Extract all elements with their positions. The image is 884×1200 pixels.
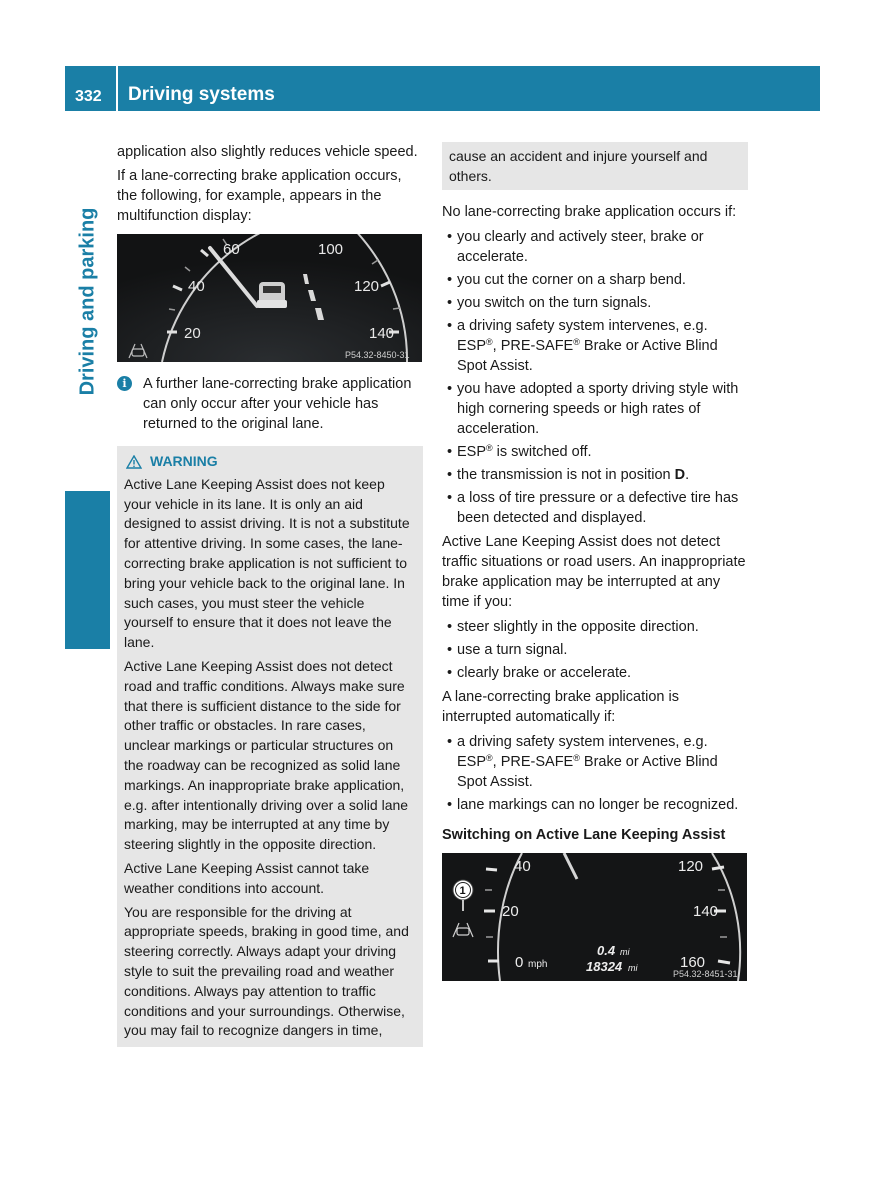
- warning-heading: [124, 452, 415, 472]
- chapter-color-block: [65, 491, 110, 649]
- warning-paragraph: Active Lane Keeping Assist does not keep your vehicle in its lane. It is only an aid designed to assist driving. It is not a substitute for attentive driving. In some cases, the lane-correcting brake application is not sufficient to bring your vehicle back to the original lane. In such cases, you must steer the vehicle yourself to ensure that it does not leave the lane.: [124, 475, 410, 651]
- list-item: [442, 617, 748, 637]
- paragraph: No lane-correcting brake application occurs if:: [442, 204, 737, 220]
- list-item-text: you cut the corner on a sharp bend.: [457, 272, 686, 288]
- odometer-unit: mi: [628, 963, 638, 973]
- registered-mark: ®: [573, 337, 580, 347]
- list-item-text: use a turn signal.: [457, 642, 568, 658]
- multifunction-display-image: [117, 234, 422, 362]
- speed-label-0: 0: [515, 954, 524, 971]
- registered-mark: ®: [573, 753, 580, 763]
- speed-label-140: 140: [693, 903, 719, 920]
- list-item: [442, 442, 748, 462]
- subsection-heading: Switching on Active Lane Keeping Assist: [442, 827, 726, 843]
- warning-continuation-box: [442, 142, 748, 190]
- instrument-cluster-graphic: [442, 853, 747, 981]
- warning-title: WARNING: [150, 453, 218, 469]
- right-column: [442, 142, 748, 981]
- trip-value: 0.4: [597, 943, 616, 958]
- speed-label-160: 160: [680, 954, 706, 971]
- info-text-content: A further lane-correcting brake application can only occur after your vehicle has returned to the original lane.: [143, 376, 412, 432]
- list-item-text: Brake or Active Blind Spot Assist.: [457, 338, 718, 374]
- odometer-value: 18324: [586, 959, 623, 974]
- page-number: 332: [75, 88, 102, 105]
- info-text: [131, 374, 423, 434]
- list-item-text: you clearly and actively steer, brake or accelerate.: [457, 229, 704, 265]
- image-code: P54.32-8451-31: [673, 969, 738, 979]
- bullet-list: [442, 732, 748, 815]
- warning-box: [117, 446, 423, 1047]
- list-item: [442, 379, 748, 439]
- list-item: [442, 488, 748, 528]
- trip-unit: mi: [620, 947, 630, 957]
- list-item: [442, 270, 748, 290]
- list-item: [442, 465, 748, 485]
- list-item: [442, 663, 748, 683]
- speed-unit: mph: [528, 959, 548, 970]
- registered-mark: ®: [486, 753, 493, 763]
- list-item-text: ESP: [457, 444, 487, 460]
- info-note: [117, 374, 423, 434]
- list-item-text: you have adopted a sporty driving style with high cornering speeds or high rates of acceleration.: [457, 381, 739, 437]
- header-divider: [116, 66, 118, 111]
- gear-position: D: [674, 467, 686, 483]
- warning-continuation-text: cause an accident and injure yourself and others.: [449, 148, 708, 184]
- image-code: P54.32-8450-31: [345, 350, 410, 360]
- speed-label-120: 120: [678, 858, 704, 875]
- list-item: [442, 316, 748, 376]
- paragraph: Active Lane Keeping Assist does not detect traffic situations or road users. An inappropriate brake application may be interrupted at any time if you:: [442, 534, 746, 610]
- list-item-text: a driving safety system intervenes, e.g. ESP: [457, 318, 708, 354]
- warning-paragraph: You are responsible for the driving at appropriate speeds, braking in good time, and steering correctly. Always adapt your driving style to suit the prevailing road and weather conditions. Always pay attention to traffic conditions and your surroundings. Otherwise, you may fail to recognize dangers in time,: [124, 903, 409, 1039]
- paragraph: If a lane-correcting brake application occurs, the following, for example, appears in the multifunction display:: [117, 168, 402, 224]
- speed-label-120: 120: [354, 278, 380, 295]
- speed-label-40: 40: [514, 858, 531, 875]
- warning-paragraph: Active Lane Keeping Assist cannot take weather conditions into account.: [124, 859, 370, 896]
- list-item-text: a driving safety system intervenes, e.g. ESP: [457, 734, 708, 770]
- list-item-text: lane markings can no longer be recognized.: [457, 797, 739, 813]
- paragraph: A lane-correcting brake application is interrupted automatically if:: [442, 689, 679, 725]
- list-item-text: , PRE-SAFE: [492, 754, 574, 770]
- registered-mark: ®: [486, 443, 493, 453]
- list-item: [442, 293, 748, 313]
- list-item-text: steer slightly in the opposite direction.: [457, 619, 699, 635]
- paragraph: application also slightly reduces vehicle speed.: [117, 144, 418, 160]
- speed-label-60: 60: [223, 241, 240, 258]
- bullet-list: [442, 227, 748, 528]
- speedometer-graphic: [117, 234, 422, 362]
- chapter-side-tab: [65, 111, 110, 539]
- info-icon: i: [117, 376, 132, 391]
- page-header: [65, 66, 820, 111]
- speed-label-140: 140: [369, 325, 395, 342]
- list-item: [442, 732, 748, 792]
- list-item: [442, 640, 748, 660]
- registered-mark: ®: [486, 337, 493, 347]
- speed-label-20: 20: [184, 325, 201, 342]
- instrument-cluster-image: [442, 853, 747, 981]
- list-item: [442, 795, 748, 815]
- chapter-label: Driving and parking: [76, 207, 98, 395]
- list-item-text: the transmission is not in position: [457, 467, 675, 483]
- list-item-text: .: [685, 467, 690, 483]
- speed-label-100: 100: [318, 241, 344, 258]
- list-item-text: you switch on the turn signals.: [457, 295, 652, 311]
- warning-triangle-icon: [126, 455, 142, 469]
- warning-paragraph: Active Lane Keeping Assist does not detect road and traffic conditions. Always make sure that there is sufficient distance to the side for other traffic or obstacles. In rare cases, unclear markings or particular structures on the roadway can be recognized as solid lane markings. An inappropriate brake application, e.g. after intentionally driving over a solid lane marking, may be interrupted at any time by steering slightly in the opposite direction.: [124, 657, 409, 853]
- speed-label-20: 20: [502, 903, 519, 920]
- car-rear-icon: [257, 282, 287, 308]
- speed-label-40: 40: [188, 278, 205, 295]
- list-item-text: clearly brake or accelerate.: [457, 665, 632, 681]
- section-title: Driving systems: [128, 84, 275, 105]
- bullet-list: [442, 617, 748, 683]
- list-item-text: , PRE-SAFE: [492, 338, 574, 354]
- list-item: [442, 227, 748, 267]
- list-item-text: is switched off.: [492, 444, 592, 460]
- list-item-text: Brake or Active Blind Spot Assist.: [457, 754, 718, 790]
- callout-number: 1: [459, 885, 466, 897]
- left-column: [117, 142, 423, 1047]
- list-item-text: a loss of tire pressure or a defective tire has been detected and displayed.: [457, 490, 739, 526]
